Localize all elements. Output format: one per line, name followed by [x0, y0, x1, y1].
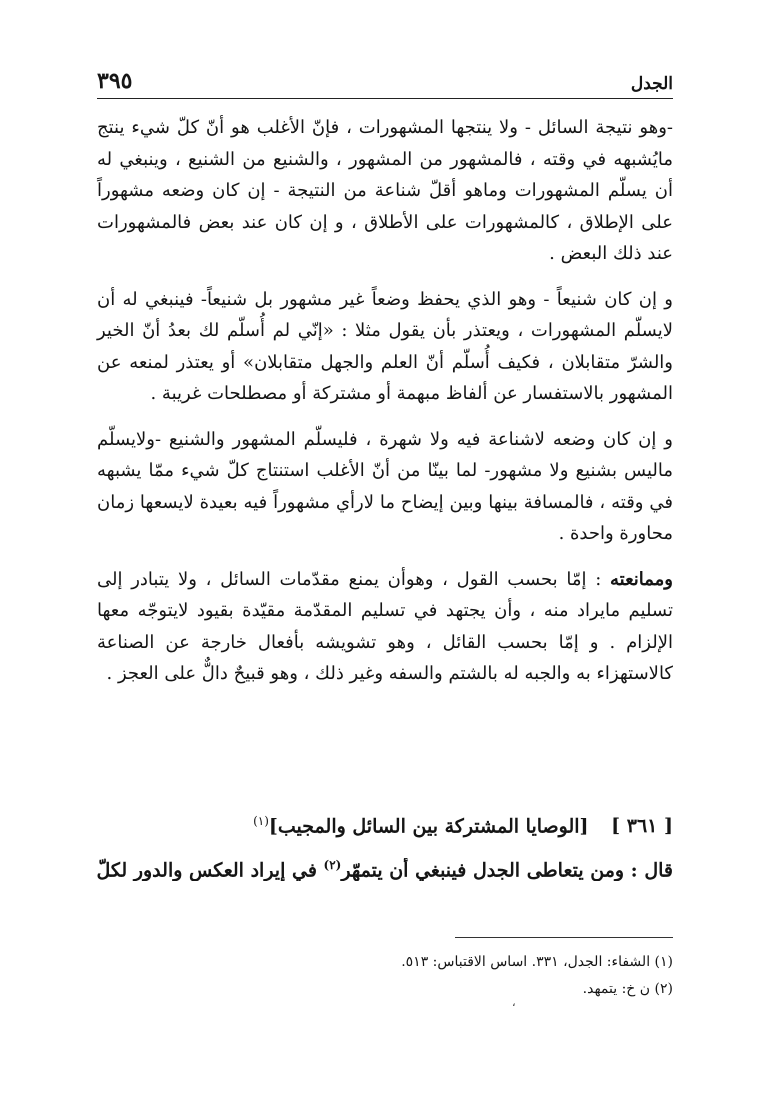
qala-word: قال — [644, 859, 673, 882]
qala-text-continued: في إيراد العكس والدور لكلّ — [97, 859, 324, 882]
stray-mark: ، — [512, 996, 516, 1009]
qala-text: : ومن يتعاطى الجدل فينبغي أن يتمهّر — [341, 859, 645, 882]
paragraph-1 — [97, 112, 673, 270]
paragraph-4 — [97, 564, 673, 690]
footnote-ref: (٢) — [323, 858, 342, 872]
section-title: [الوصايا المشتركة بين السائل والمجيب] — [268, 815, 589, 838]
footnote-divider — [455, 937, 673, 938]
body-text — [97, 112, 673, 704]
section-heading — [97, 814, 673, 837]
paragraph-text: و إن كان وضعه لاشناعة فيه ولا شهرة ، فليسلّم المشهور والشنيع -ولايسلّم ماليس بشنيع ولا مشهور- لما بينّا من أنّ الأغلب استنتاج كلّ شيء ممّا يشبهه في وقته ، فالمسافة بينها وبين إيضاح ما لارأي مشهوراً فيه بعيدة لايسعها زمان محاورة واحدة . — [97, 428, 673, 544]
page-number: ٣٩٥ — [97, 68, 133, 94]
page-header — [97, 64, 673, 99]
footnote-1: (١) الشفاء: الجدل، ٣٣١. اساس الاقتباس: ٥١٣. — [401, 954, 673, 970]
paragraph-text: -وهو نتيجة السائل - ولا ينتجها المشهورات ، فإنّ الأغلب هو أنّ كلّ شيء ينتج مايُشبهه في وقته ، فالمشهور من المشهور ، والشنيع من الشنيع ، وينبغي له أن يسلّم المشهورات وماهو أقلّ شناعة من النتيجة - إن كان وضعه مشهوراً على الإطلاق ، كالمشهورات على الأطلاق ، و إن كان عند بعض فالمشهورات عند ذلك البعض . — [97, 117, 673, 264]
footnotes — [97, 952, 673, 1006]
footnote-2: (٢) ن خ: يتمهد. — [582, 981, 673, 997]
paragraph-2 — [97, 284, 673, 410]
paragraph-text: و إن كان شنيعاً - وهو الذي يحفظ وضعاً غير مشهور بل شنيعاً- فينبغي له أن لايسلّم المشهورات ، ويعتذر بأن يقول مثلا : «إنّي لم أُسلّم لك بعدُ أنّ الخير والشرّ متقابلان ، فكيف أُسلّم أنّ العلم والجهل متقابلان» أو يعتذر لمنعه عن المشهور بالاستفسار عن ألفاظ مبهمة أو مشتركة أو مصطلحات غريبة . — [97, 288, 673, 404]
section-number: [ ٣٦١ ] — [611, 815, 673, 838]
footnote-ref: (١) — [253, 814, 269, 828]
paragraph-text: : إمّا بحسب القول ، وهوأن يمنع مقدّمات السائل ، ولا يتبادر إلى تسليم مايراد منه ، وأن يجتهد في تسليم المقدّمة مقيّدة بقيود لايتوجّه معها الإلزام . و إمّا بحسب القائل ، وهو تشويشه بأفعال خارجة عن الصناعة كالاستهزاء به والجبه له بالشتم والسفه وغير ذلك ، وهو قبيحٌ دالٌّ على العجز . — [97, 568, 673, 684]
running-title: الجدل — [630, 74, 673, 94]
paragraph-3 — [97, 424, 673, 550]
paragraph-lead-word: وممانعته — [610, 568, 673, 590]
qala-line — [97, 858, 673, 881]
